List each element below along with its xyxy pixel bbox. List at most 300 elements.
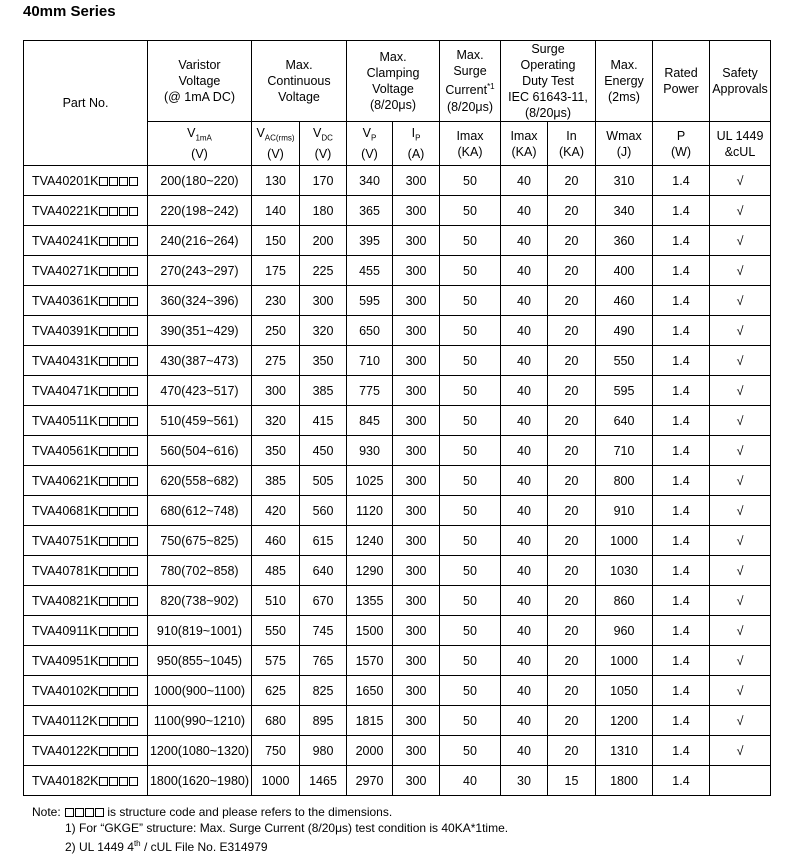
- table-cell: 510: [252, 586, 300, 616]
- table-cell: 50: [440, 706, 501, 736]
- table-cell: 50: [440, 346, 501, 376]
- table-cell: 460: [596, 286, 653, 316]
- header-surge-duty-test: [501, 41, 596, 122]
- table-cell: √: [710, 286, 771, 316]
- header-line: Rated: [664, 66, 698, 80]
- table-cell: 670: [300, 586, 347, 616]
- table-cell: 1.4: [653, 736, 710, 766]
- table-cell: 150: [252, 226, 300, 256]
- part-number-cell: TVA40681K: [24, 496, 148, 526]
- table-cell: 20: [548, 646, 596, 676]
- table-cell: 300: [393, 406, 440, 436]
- table-cell: 615: [300, 526, 347, 556]
- table-row: [24, 766, 771, 796]
- part-number-cell: TVA40471K: [24, 376, 148, 406]
- table-cell: 1.4: [653, 616, 710, 646]
- table-cell: 710: [596, 436, 653, 466]
- note-line-2: 2) UL 1449 4th / cUL File No. E314979: [65, 839, 268, 854]
- table-cell: 300: [393, 466, 440, 496]
- table-row: [24, 466, 771, 496]
- table-cell: 270(243~297): [148, 256, 252, 286]
- table-cell: 20: [548, 616, 596, 646]
- part-number-cell: TVA40221K: [24, 196, 148, 226]
- table-cell: 745: [300, 616, 347, 646]
- table-cell: 320: [300, 316, 347, 346]
- table-cell: 300: [393, 346, 440, 376]
- table-cell: 40: [501, 196, 548, 226]
- table-cell: 1200(1080~1320): [148, 736, 252, 766]
- table-cell: 40: [501, 586, 548, 616]
- part-number-cell: TVA40391K: [24, 316, 148, 346]
- table-cell: 40: [501, 316, 548, 346]
- header-max-energy: [596, 41, 653, 122]
- part-number-cell: TVA40102K: [24, 676, 148, 706]
- table-cell: 680: [252, 706, 300, 736]
- table-cell: 40: [501, 466, 548, 496]
- table-cell: 395: [347, 226, 393, 256]
- table-cell: 230: [252, 286, 300, 316]
- table-cell: 360: [596, 226, 653, 256]
- sub-imax-2: Imax (KA): [501, 122, 548, 166]
- table-cell: 220(198~242): [148, 196, 252, 226]
- table-cell: 400: [596, 256, 653, 286]
- table-cell: 1000(900~1100): [148, 676, 252, 706]
- table-cell: 50: [440, 436, 501, 466]
- table-cell: 930: [347, 436, 393, 466]
- table-row: [24, 316, 771, 346]
- footnote-marker: *1: [487, 82, 495, 92]
- surge-l1: Max.: [456, 48, 484, 63]
- table-cell: √: [710, 466, 771, 496]
- table-cell: 20: [548, 316, 596, 346]
- table-cell: 50: [440, 616, 501, 646]
- sub-in: In (KA): [548, 122, 596, 166]
- table-cell: 50: [440, 316, 501, 346]
- table-cell: 1025: [347, 466, 393, 496]
- header-line: Approvals: [712, 82, 768, 96]
- header-line: Varistor: [178, 58, 221, 72]
- table-cell: 365: [347, 196, 393, 226]
- table-cell: 595: [347, 286, 393, 316]
- table-cell: 1.4: [653, 436, 710, 466]
- table-cell: 1.4: [653, 196, 710, 226]
- table-cell: 20: [548, 226, 596, 256]
- table-cell: 170: [300, 166, 347, 196]
- sub-imax-1: Imax (KA): [440, 122, 501, 166]
- table-cell: 710: [347, 346, 393, 376]
- header-line: IEC 61643-11,: [508, 90, 588, 104]
- table-cell: 40: [501, 346, 548, 376]
- table-row: [24, 526, 771, 556]
- part-number-cell: TVA40781K: [24, 556, 148, 586]
- table-cell: 50: [440, 676, 501, 706]
- table-cell: 825: [300, 676, 347, 706]
- table-cell: 15: [548, 766, 596, 796]
- table-cell: 385: [252, 466, 300, 496]
- table-cell: 550: [596, 346, 653, 376]
- table-cell: √: [710, 496, 771, 526]
- table-cell: 1.4: [653, 346, 710, 376]
- header-rated-power: [653, 41, 710, 122]
- table-cell: 845: [347, 406, 393, 436]
- table-cell: √: [710, 256, 771, 286]
- table-cell: 550: [252, 616, 300, 646]
- part-number-cell: TVA40751K: [24, 526, 148, 556]
- table-cell: 275: [252, 346, 300, 376]
- table-cell: 40: [501, 286, 548, 316]
- table-row: [24, 676, 771, 706]
- table-cell: 1815: [347, 706, 393, 736]
- header-varistor-voltage: [148, 41, 252, 122]
- note-line-1: 1) For “GKGE” structure: Max. Surge Current (8/20μs) test condition is 40KA*1time.: [65, 821, 509, 835]
- table-cell: 50: [440, 556, 501, 586]
- table-cell: 20: [548, 466, 596, 496]
- table-cell: 20: [548, 346, 596, 376]
- table-cell: 1310: [596, 736, 653, 766]
- table-cell: 470(423~517): [148, 376, 252, 406]
- header-line: (@ 1mA DC): [163, 90, 236, 104]
- part-number-cell: TVA40271K: [24, 256, 148, 286]
- table-cell: 490: [596, 316, 653, 346]
- table-cell: 860: [596, 586, 653, 616]
- table-cell: 300: [393, 316, 440, 346]
- table-cell: 350: [252, 436, 300, 466]
- table-cell: 50: [440, 256, 501, 286]
- table-row: [24, 556, 771, 586]
- table-cell: 1.4: [653, 406, 710, 436]
- table-cell: 1.4: [653, 496, 710, 526]
- table-cell: √: [710, 316, 771, 346]
- table-cell: 640: [300, 556, 347, 586]
- table-cell: 1030: [596, 556, 653, 586]
- part-number-cell: TVA40621K: [24, 466, 148, 496]
- page-title: 40mm Series: [23, 3, 116, 20]
- table-cell: 1.4: [653, 376, 710, 406]
- table-cell: √: [710, 676, 771, 706]
- header-line: Duty Test: [522, 74, 574, 88]
- table-cell: 20: [548, 736, 596, 766]
- table-cell: √: [710, 706, 771, 736]
- table-cell: 1100(990~1210): [148, 706, 252, 736]
- table-cell: 505: [300, 466, 347, 496]
- table-cell: 40: [501, 706, 548, 736]
- table-cell: 650: [347, 316, 393, 346]
- table-cell: 40: [501, 676, 548, 706]
- sub-vp: $V_P$ (V): [347, 122, 393, 166]
- table-cell: √: [710, 166, 771, 196]
- table-cell: 50: [440, 736, 501, 766]
- table-cell: 1050: [596, 676, 653, 706]
- table-cell: 50: [440, 496, 501, 526]
- table-cell: 300: [393, 706, 440, 736]
- table-cell: √: [710, 556, 771, 586]
- table-cell: 1570: [347, 646, 393, 676]
- table-cell: 200(180~220): [148, 166, 252, 196]
- table-cell: 50: [440, 226, 501, 256]
- part-number-cell: TVA40122K: [24, 736, 148, 766]
- header-line: Max.: [610, 58, 638, 72]
- header-line: Voltage: [372, 82, 414, 96]
- sub-ul: UL 1449 &cUL: [710, 122, 771, 166]
- table-cell: 40: [501, 616, 548, 646]
- table-cell: 340: [347, 166, 393, 196]
- table-cell: 415: [300, 406, 347, 436]
- table-cell: 40: [440, 766, 501, 796]
- table-cell: 2970: [347, 766, 393, 796]
- table-cell: 30: [501, 766, 548, 796]
- table-cell: 560(504~616): [148, 436, 252, 466]
- table-cell: 50: [440, 406, 501, 436]
- part-number-cell: TVA40561K: [24, 436, 148, 466]
- table-cell: 300: [393, 616, 440, 646]
- table-cell: 640: [596, 406, 653, 436]
- table-cell: 50: [440, 286, 501, 316]
- table-cell: 1355: [347, 586, 393, 616]
- table-cell: 40: [501, 406, 548, 436]
- table-cell: 1.4: [653, 766, 710, 796]
- part-number-cell: TVA40911K: [24, 616, 148, 646]
- table-cell: 130: [252, 166, 300, 196]
- header-safety-approvals: [710, 41, 771, 122]
- header-line: (8/20μs): [524, 106, 572, 120]
- table-cell: 300: [252, 376, 300, 406]
- header-line: Energy: [604, 74, 644, 88]
- table-cell: 1.4: [653, 286, 710, 316]
- table-cell: 595: [596, 376, 653, 406]
- note-line-0: Note: is structure code and please refers to the dimensions.: [32, 805, 393, 819]
- sub-p: P (W): [653, 122, 710, 166]
- table-cell: 175: [252, 256, 300, 286]
- table-cell: 1.4: [653, 256, 710, 286]
- header-line: Operating: [520, 58, 576, 72]
- sub-v1ma: $V_{1mA}$ (V): [148, 122, 252, 166]
- table-cell: 20: [548, 436, 596, 466]
- table-cell: 800: [596, 466, 653, 496]
- table-cell: 485: [252, 556, 300, 586]
- table-cell: √: [710, 346, 771, 376]
- table-cell: 40: [501, 736, 548, 766]
- table-cell: 460: [252, 526, 300, 556]
- table-cell: 50: [440, 166, 501, 196]
- table-cell: 50: [440, 586, 501, 616]
- table-cell: 450: [300, 436, 347, 466]
- surge-l3: Current: [445, 83, 488, 98]
- table-cell: 310: [596, 166, 653, 196]
- table-cell: 20: [548, 406, 596, 436]
- table-cell: 225: [300, 256, 347, 286]
- table-row: [24, 196, 771, 226]
- part-number-cell: TVA40951K: [24, 646, 148, 676]
- table-cell: 560: [300, 496, 347, 526]
- table-cell: 20: [548, 706, 596, 736]
- table-cell: 1000: [252, 766, 300, 796]
- table-cell: 140: [252, 196, 300, 226]
- table-cell: 320: [252, 406, 300, 436]
- part-number-cell: TVA40821K: [24, 586, 148, 616]
- table-cell: 300: [393, 436, 440, 466]
- table-cell: 300: [393, 166, 440, 196]
- part-number-cell: TVA40511K: [24, 406, 148, 436]
- table-cell: √: [710, 376, 771, 406]
- table-cell: √: [710, 586, 771, 616]
- table-cell: 180: [300, 196, 347, 226]
- table-cell: 300: [393, 676, 440, 706]
- table-cell: 1.4: [653, 586, 710, 616]
- table-cell: 680(612~748): [148, 496, 252, 526]
- table-cell: 300: [300, 286, 347, 316]
- sub-vdc: $V_{DC}$ (V): [300, 122, 347, 166]
- sub-vac: $V_{AC(rms)}$ (V): [252, 122, 300, 166]
- header-line: Continuous: [267, 74, 331, 88]
- table-cell: 50: [440, 526, 501, 556]
- header-part-no: Part No.: [24, 41, 148, 166]
- table-cell: 910(819~1001): [148, 616, 252, 646]
- table-cell: 1800(1620~1980): [148, 766, 252, 796]
- table-cell: 20: [548, 676, 596, 706]
- table-cell: 300: [393, 196, 440, 226]
- table-cell: 980: [300, 736, 347, 766]
- table-cell: √: [710, 406, 771, 436]
- table-cell: 40: [501, 376, 548, 406]
- table-cell: 1240: [347, 526, 393, 556]
- table-cell: 300: [393, 766, 440, 796]
- table-row: [24, 286, 771, 316]
- table-cell: √: [710, 226, 771, 256]
- table-cell: 950(855~1045): [148, 646, 252, 676]
- part-number-cell: TVA40431K: [24, 346, 148, 376]
- table-cell: 300: [393, 376, 440, 406]
- table-cell: 390(351~429): [148, 316, 252, 346]
- table-cell: 300: [393, 586, 440, 616]
- table-cell: 1290: [347, 556, 393, 586]
- table-cell: 910: [596, 496, 653, 526]
- table-cell: √: [710, 196, 771, 226]
- table-cell: 360(324~396): [148, 286, 252, 316]
- table-cell: 1500: [347, 616, 393, 646]
- table-cell: 1200: [596, 706, 653, 736]
- sub-wmax: Wmax (J): [596, 122, 653, 166]
- table-cell: 575: [252, 646, 300, 676]
- header-line: Power: [663, 82, 699, 96]
- header-max-clamping-voltage: [347, 41, 440, 122]
- table-cell: 1120: [347, 496, 393, 526]
- table-cell: 1.4: [653, 166, 710, 196]
- header-line: Safety: [722, 66, 758, 80]
- table-row: [24, 166, 771, 196]
- table-cell: 40: [501, 556, 548, 586]
- table-cell: 765: [300, 646, 347, 676]
- table-cell: 300: [393, 646, 440, 676]
- table-cell: 1.4: [653, 556, 710, 586]
- table-cell: 40: [501, 436, 548, 466]
- surge-l2: Surge: [453, 64, 487, 79]
- table-cell: 1465: [300, 766, 347, 796]
- table-cell: √: [710, 436, 771, 466]
- table-cell: 1000: [596, 646, 653, 676]
- table-cell: 775: [347, 376, 393, 406]
- table-cell: 20: [548, 496, 596, 526]
- table-cell: 1.4: [653, 226, 710, 256]
- sub-ip: $I_P$ (A): [393, 122, 440, 166]
- table-cell: 385: [300, 376, 347, 406]
- table-cell: 2000: [347, 736, 393, 766]
- header-line: Max.: [379, 50, 407, 64]
- header-line: Voltage: [178, 74, 221, 88]
- table-cell: 960: [596, 616, 653, 646]
- table-cell: 300: [393, 736, 440, 766]
- table-cell: 620(558~682): [148, 466, 252, 496]
- header-line: Clamping: [366, 66, 420, 80]
- table-cell: √: [710, 736, 771, 766]
- table-cell: 420: [252, 496, 300, 526]
- table-cell: 40: [501, 526, 548, 556]
- notes: [32, 804, 508, 855]
- part-number-cell: TVA40201K: [24, 166, 148, 196]
- table-cell: √: [710, 616, 771, 646]
- table-cell: 820(738~902): [148, 586, 252, 616]
- table-cell: 20: [548, 586, 596, 616]
- table-cell: 40: [501, 496, 548, 526]
- table-row: [24, 436, 771, 466]
- table-row: [24, 376, 771, 406]
- table-cell: 50: [440, 466, 501, 496]
- header-max-continuous-voltage: [252, 41, 347, 122]
- table-cell: 300: [393, 286, 440, 316]
- table-cell: 455: [347, 256, 393, 286]
- table-body: [24, 166, 771, 796]
- table-cell: 50: [440, 376, 501, 406]
- table-cell: 300: [393, 496, 440, 526]
- table-cell: 50: [440, 646, 501, 676]
- table-cell: 1000: [596, 526, 653, 556]
- table-row: [24, 226, 771, 256]
- table-cell: 200: [300, 226, 347, 256]
- table-cell: 20: [548, 166, 596, 196]
- table-row: [24, 706, 771, 736]
- table-row: [24, 646, 771, 676]
- header-line: Surge: [531, 42, 565, 56]
- header-line: (2ms): [608, 90, 640, 104]
- table-cell: √: [710, 646, 771, 676]
- table-cell: 250: [252, 316, 300, 346]
- table-cell: 1.4: [653, 466, 710, 496]
- table-cell: 750: [252, 736, 300, 766]
- table-cell: 20: [548, 526, 596, 556]
- table-cell: 895: [300, 706, 347, 736]
- table-row: [24, 616, 771, 646]
- table-cell: 20: [548, 556, 596, 586]
- table-cell: 20: [548, 376, 596, 406]
- table-cell: 625: [252, 676, 300, 706]
- table-row: [24, 586, 771, 616]
- header-line: Max.: [285, 58, 313, 72]
- table-cell: 1.4: [653, 706, 710, 736]
- table-row: [24, 736, 771, 766]
- table-cell: 1.4: [653, 526, 710, 556]
- table-row: [24, 256, 771, 286]
- table-cell: 20: [548, 286, 596, 316]
- part-number-cell: TVA40182K: [24, 766, 148, 796]
- table-cell: 350: [300, 346, 347, 376]
- table-cell: 20: [548, 256, 596, 286]
- table-cell: 20: [548, 196, 596, 226]
- table-cell: 240(216~264): [148, 226, 252, 256]
- table-cell: 40: [501, 646, 548, 676]
- table-cell: 340: [596, 196, 653, 226]
- part-number-cell: TVA40112K: [24, 706, 148, 736]
- part-number-cell: TVA40361K: [24, 286, 148, 316]
- table-cell: √: [710, 526, 771, 556]
